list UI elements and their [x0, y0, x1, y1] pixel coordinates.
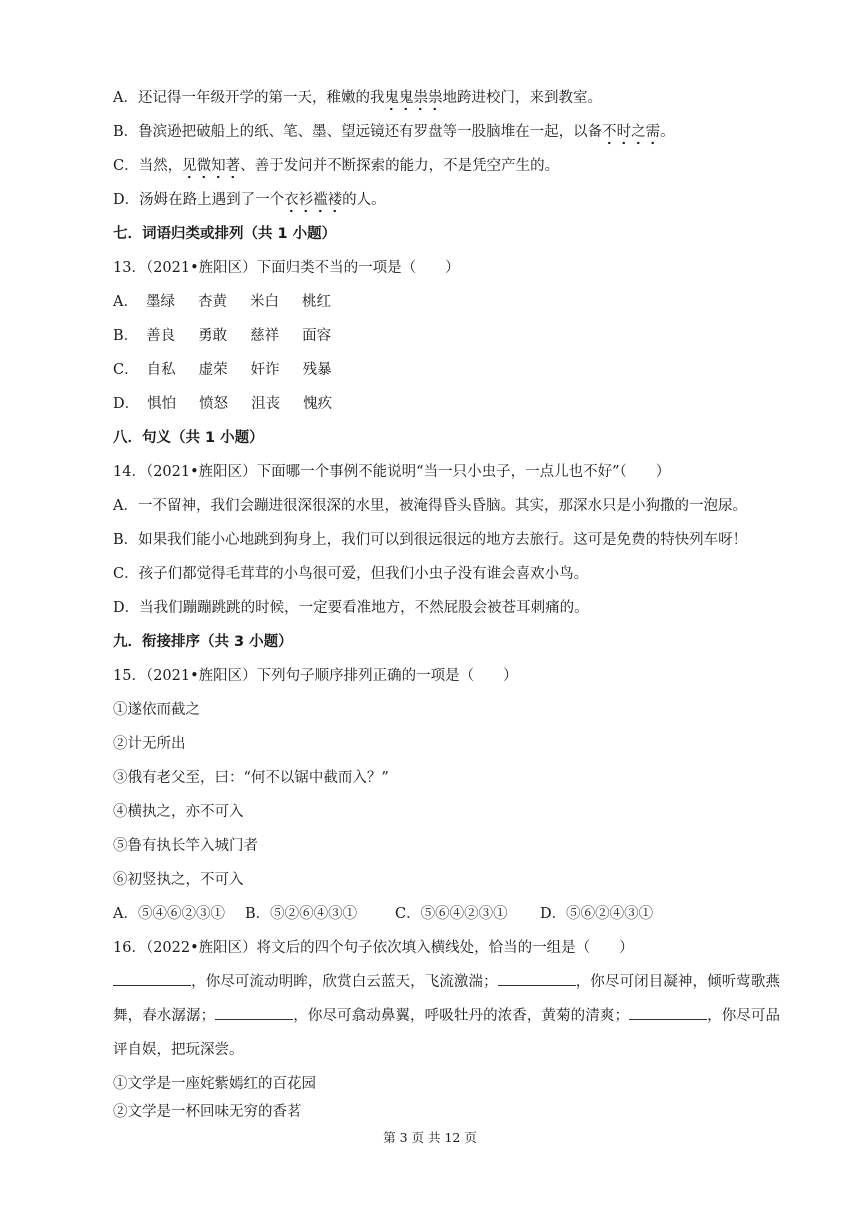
word: 奸诈: [250, 362, 280, 378]
q13-option-b: B． 善良 勇敢 慈祥 面容: [113, 326, 354, 346]
dotted-emphasis-word: 不时之需: [602, 124, 660, 145]
q13-option-c: C． 自私 虚荣 奸诈 残暴: [113, 360, 355, 380]
option-text: 地跨进校门，来到教室。: [442, 90, 602, 106]
dotted-emphasis-word: 见微知著: [182, 158, 240, 179]
q15-item-2: ②计无所出: [113, 736, 186, 752]
option-text: A．还记得一年级开学的第一天，稚嫩的我: [113, 90, 385, 106]
q16-item-2: ②文学是一杯回味无穷的香茗: [113, 1104, 302, 1120]
q14-stem: 14．（2021•旌阳区）下面哪一个事例不能说明“当一只小虫子，一点儿也不好”（ ）: [113, 464, 671, 480]
q15-item-5: ⑤鲁有执长竿入城门者: [113, 838, 258, 854]
q15-item-3: ③俄有老父至，曰：“何不以锯中截而入？”: [113, 770, 389, 786]
q15-item-1: ①遂依而截之: [113, 702, 200, 718]
q15-option-b: B．⑤②⑥④③①: [245, 906, 358, 922]
page-footer: 第 3 页 共 12 页: [383, 1130, 477, 1145]
answer-blank: [498, 971, 576, 986]
q16-passage: ，你尽可流动明眸，欣赏白云蓝天，飞流激湍； ，你尽可闭目凝神，倾听莺歌燕舞，春水潺潺； ，你尽可翕动鼻翼，呼吸牡丹的浓香，黄菊的清爽； ，你尽可品评自娱，把玩深尝。: [113, 965, 780, 1067]
word: 虚荣: [198, 362, 228, 378]
option-text: D．汤姆在路上遇到了一个: [113, 192, 285, 208]
option-text: B．鲁滨逊把破船上的纸、笔、墨、望远镜还有罗盘等一股脑堆在一起，以备: [113, 124, 603, 140]
word: 沮丧: [251, 396, 281, 412]
q15-option-a: A．⑤④⑥②③①: [113, 906, 225, 922]
word: 愤怒: [199, 396, 229, 412]
word: 善良: [146, 328, 176, 344]
q14-option-d: D．当我们蹦蹦跳跳的时候，一定要看准地方，不然屁股会被苍耳刺痛的。: [113, 600, 589, 616]
q12-option-b: [113, 122, 675, 142]
word: 桃红: [301, 294, 331, 310]
q13-option-d: D． 惧怕 愤怒 沮丧 愧疚: [113, 394, 355, 414]
answer-blank: [215, 1005, 293, 1020]
q15-option-d: D．⑤⑥②④③①: [540, 906, 654, 922]
q14-option-b: B．如果我们能小心地跳到狗身上，我们可以到很远很远的地方去旅行。这可是免费的特快列车呀！: [113, 532, 748, 548]
q13-stem: 13．（2021•旌阳区）下面归类不当的一项是（ ）: [113, 260, 460, 276]
q15-item-6: ⑥初竖执之，不可入: [113, 872, 244, 888]
q15-item-4: ④横执之，亦不可入: [113, 804, 244, 820]
answer-blank: [113, 971, 191, 986]
section-heading-7: 七．词语归类或排列（共 1 小题）: [113, 226, 337, 242]
option-text: 、善于发问并不断探索的能力，不是凭空产生的。: [240, 158, 560, 174]
word: 愧疚: [303, 396, 333, 412]
q12-option-a: [113, 88, 602, 108]
word: 慈祥: [250, 328, 280, 344]
q15-options: [113, 904, 653, 924]
dotted-emphasis-word: 衣衫褴褛: [284, 192, 342, 213]
word: 米白: [249, 294, 279, 310]
answer-blank: [629, 1005, 707, 1020]
q16-item-1: ①文学是一座姹紫嫣红的百花园: [113, 1076, 316, 1092]
section-heading-8: 八．句义（共 1 小题）: [113, 430, 264, 446]
q14-option-a: A．一不留神，我们会蹦进很深很深的水里，被淹得昏头昏脑。其实，那深水只是小狗撒的一泡尿。: [113, 498, 747, 514]
q14-option-c: C．孩子们都觉得毛茸茸的小鸟很可爱，但我们小虫子没有谁会喜欢小鸟。: [113, 566, 589, 582]
q12-option-c: [113, 156, 559, 176]
q16-stem: 16．（2022•旌阳区）将文后的四个句子依次填入横线处，恰当的一组是（ ）: [113, 940, 634, 956]
q15-stem: 15．（2021•旌阳区）下列句子顺序排列正确的一项是（ ）: [113, 668, 518, 684]
word: 勇敢: [198, 328, 228, 344]
option-text: C．当然，: [113, 158, 183, 174]
section-heading-9: 九．衔接排序（共 3 小题）: [113, 634, 293, 650]
option-text: 的人。: [342, 192, 386, 208]
word: 面容: [302, 328, 332, 344]
q13-option-a: A． 墨绿 杏黄 米白 桃红: [113, 292, 354, 312]
dotted-emphasis-word: 鬼鬼祟祟: [384, 90, 442, 111]
q15-option-c: C．⑤⑥④②③①: [395, 906, 508, 922]
word: 惧怕: [147, 396, 177, 412]
q12-option-d: [113, 190, 386, 210]
word: 自私: [146, 362, 176, 378]
option-text: 。: [660, 124, 675, 140]
word: 杏黄: [197, 294, 227, 310]
word: 残暴: [302, 362, 332, 378]
word: 墨绿: [145, 294, 175, 310]
